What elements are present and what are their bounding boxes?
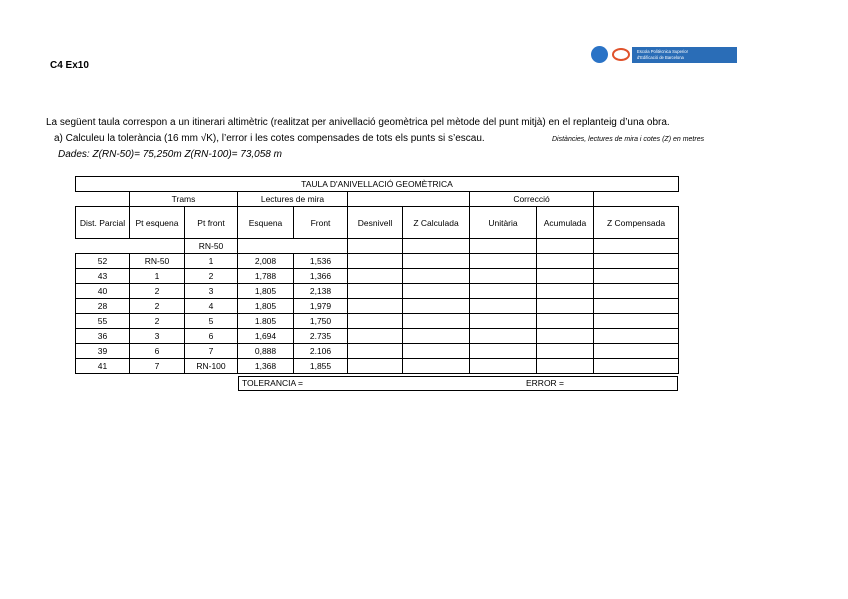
cell-dist-parcial: 39 xyxy=(76,344,130,359)
cell-dist-parcial: 28 xyxy=(76,299,130,314)
empty-cell xyxy=(470,299,537,314)
col-pt-front: Pt front xyxy=(185,207,238,239)
col-acumulada: Acumulada xyxy=(537,207,594,239)
empty-cell xyxy=(594,269,679,284)
cell-pt-esquena: 2 xyxy=(130,299,185,314)
empty-cell xyxy=(537,344,594,359)
cell-pt-esquena: 2 xyxy=(130,284,185,299)
cell-esquena: 0,888 xyxy=(238,344,294,359)
given-data: Dades: Z(RN-50)= 75,250m Z(RN-100)= 73,058 m xyxy=(58,149,282,160)
cell-pt-front: 6 xyxy=(185,329,238,344)
cell-front: 1,536 xyxy=(294,254,348,269)
cell-pt-esquena: 1 xyxy=(130,269,185,284)
empty-cell xyxy=(348,329,403,344)
levelling-table xyxy=(75,176,679,374)
empty-cell xyxy=(403,359,470,374)
cell-pt-esquena: 6 xyxy=(130,344,185,359)
cell-front: 1,855 xyxy=(294,359,348,374)
empty-cell xyxy=(348,269,403,284)
cell-dist-parcial: 40 xyxy=(76,284,130,299)
table-row xyxy=(76,299,679,314)
col-z-compensada: Z Compensada xyxy=(594,207,679,239)
empty-cell xyxy=(403,314,470,329)
empty-cell xyxy=(403,284,470,299)
school-emblem-icon xyxy=(612,48,630,61)
empty-cell xyxy=(594,344,679,359)
cell-pt-front: 3 xyxy=(185,284,238,299)
empty-cell xyxy=(470,269,537,284)
empty-cell xyxy=(403,299,470,314)
cell-front: 2.735 xyxy=(294,329,348,344)
table-row xyxy=(76,284,679,299)
logo-line-2: d'Edificació de Barcelona xyxy=(637,55,684,60)
logo-text-bar xyxy=(632,47,737,63)
cell-esquena: 1,805 xyxy=(238,284,294,299)
cell-dist-parcial: 41 xyxy=(76,359,130,374)
cell-dist-parcial: 52 xyxy=(76,254,130,269)
cell-front: 1,750 xyxy=(294,314,348,329)
table-title: TAULA D'ANIVELLACIÓ GEOMÈTRICA xyxy=(76,177,679,192)
group-trams: Trams xyxy=(130,192,238,207)
statement-intro: La següent taula correspon a un itinerari altimètric (realitzat per anivellació geomètrica pel mètode del punt mitjà) en el replanteig d’una obra. xyxy=(46,117,670,128)
cell-pt-esquena: 2 xyxy=(130,314,185,329)
group-lectures: Lectures de mira xyxy=(238,192,348,207)
empty-cell xyxy=(348,314,403,329)
empty-cell xyxy=(470,359,537,374)
tolerance-error-box xyxy=(238,376,678,391)
tolerancia-label: TOLERANCIA = xyxy=(242,378,304,388)
cell-front: 1,366 xyxy=(294,269,348,284)
table-row xyxy=(76,344,679,359)
empty-cell xyxy=(403,269,470,284)
cell-esquena: 1,368 xyxy=(238,359,294,374)
group-correccio: Correcció xyxy=(470,192,594,207)
cell-pt-esquena: RN-50 xyxy=(130,254,185,269)
table-row xyxy=(76,314,679,329)
empty-cell xyxy=(348,344,403,359)
cell-pt-esquena: 7 xyxy=(130,359,185,374)
units-note: Distàncies, lectures de mira i cotes (Z) en metres xyxy=(552,136,705,143)
empty-cell xyxy=(470,344,537,359)
statement-item-a: a) Calculeu la tolerància (16 mm √K), l’error i les cotes compensades de tots els punts si s’escau. xyxy=(54,133,485,144)
empty-cell xyxy=(470,329,537,344)
empty-cell xyxy=(470,254,537,269)
empty-cell xyxy=(594,329,679,344)
cell-esquena: 2,008 xyxy=(238,254,294,269)
empty-cell xyxy=(403,254,470,269)
col-z-calculada: Z Calculada xyxy=(403,207,470,239)
empty-cell xyxy=(470,314,537,329)
upc-logo-icon xyxy=(591,46,608,63)
table-row xyxy=(76,269,679,284)
cell-esquena: 1,805 xyxy=(238,299,294,314)
cell-pt-front: 7 xyxy=(185,344,238,359)
empty-cell xyxy=(537,359,594,374)
empty-cell xyxy=(594,314,679,329)
start-row xyxy=(76,239,679,254)
cell-esquena: 1.805 xyxy=(238,314,294,329)
cell-esquena: 1,788 xyxy=(238,269,294,284)
exercise-title: C4 Ex10 xyxy=(50,60,89,71)
table-row xyxy=(76,359,679,374)
cell-pt-front: 4 xyxy=(185,299,238,314)
empty-cell xyxy=(348,299,403,314)
cell-front: 1,979 xyxy=(294,299,348,314)
col-dist-parcial: Dist. Parcial xyxy=(76,207,130,239)
empty-cell xyxy=(537,284,594,299)
school-logo xyxy=(591,46,737,64)
empty-cell xyxy=(594,284,679,299)
empty-cell xyxy=(537,299,594,314)
empty-cell xyxy=(470,284,537,299)
empty-cell xyxy=(594,254,679,269)
empty-cell xyxy=(403,344,470,359)
empty-cell xyxy=(537,314,594,329)
cell-pt-front: 5 xyxy=(185,314,238,329)
cell-esquena: 1,694 xyxy=(238,329,294,344)
table-row xyxy=(76,254,679,269)
empty-cell xyxy=(403,329,470,344)
error-label: ERROR = xyxy=(526,378,565,388)
empty-cell xyxy=(348,254,403,269)
cell-front: 2,138 xyxy=(294,284,348,299)
empty-cell xyxy=(348,284,403,299)
cell-dist-parcial: 55 xyxy=(76,314,130,329)
start-point: RN-50 xyxy=(185,239,238,254)
empty-cell xyxy=(594,299,679,314)
column-header-row xyxy=(76,207,679,239)
empty-cell xyxy=(594,359,679,374)
logo-line-1: Escola Politècnica Superior xyxy=(637,49,688,54)
cell-dist-parcial: 43 xyxy=(76,269,130,284)
empty-cell xyxy=(348,359,403,374)
cell-front: 2.106 xyxy=(294,344,348,359)
cell-pt-front: 2 xyxy=(185,269,238,284)
empty-cell xyxy=(537,269,594,284)
empty-cell xyxy=(537,329,594,344)
col-desnivell: Desnivell xyxy=(348,207,403,239)
col-front: Front xyxy=(294,207,348,239)
col-unitaria: Unitària xyxy=(470,207,537,239)
cell-pt-front: 1 xyxy=(185,254,238,269)
cell-pt-esquena: 3 xyxy=(130,329,185,344)
col-pt-esquena: Pt esquena xyxy=(130,207,185,239)
empty-cell xyxy=(537,254,594,269)
table-row xyxy=(76,329,679,344)
cell-pt-front: RN-100 xyxy=(185,359,238,374)
col-esquena: Esquena xyxy=(238,207,294,239)
cell-dist-parcial: 36 xyxy=(76,329,130,344)
